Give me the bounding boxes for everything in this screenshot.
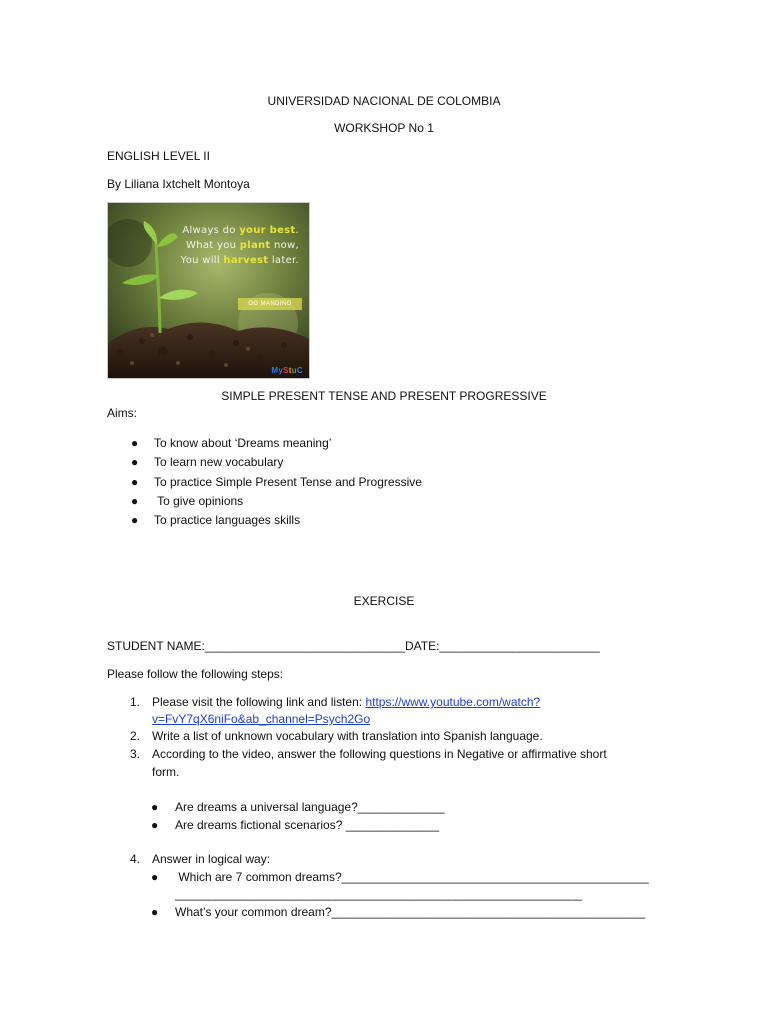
question-item[interactable]: Are dreams a universal language?_____________ xyxy=(175,800,445,814)
step-number: 1. xyxy=(130,695,141,709)
aims-label: Aims: xyxy=(107,406,137,420)
bullet-icon: ● xyxy=(131,513,139,527)
step-number: 2. xyxy=(130,729,141,743)
step-3-text-continued: form. xyxy=(152,765,180,779)
poster-quote: Always do your best. What you plant now, You will harvest later. xyxy=(180,225,299,266)
bullet-icon: ● xyxy=(151,870,159,884)
video-link[interactable]: https://www.youtube.com/watch? xyxy=(365,695,541,709)
bullet-icon: ● xyxy=(151,818,159,832)
author-line: By Liliana Ixtchelt Montoya xyxy=(107,177,250,191)
workshop-title: WORKSHOP No 1 xyxy=(334,121,434,135)
aim-item: To give opinions xyxy=(154,494,244,508)
quote-author-tag: OG MANDINO xyxy=(238,298,302,310)
step-1-text: Please visit the following link and listen: https://www.youtube.com/watch? xyxy=(152,695,541,709)
bullet-icon: ● xyxy=(131,436,139,450)
instructions-text: Please follow the following steps: xyxy=(107,667,284,681)
university-title: UNIVERSIDAD NACIONAL DE COLOMBIA xyxy=(267,94,501,108)
answer-line[interactable]: _____________________________________________________________ xyxy=(175,887,583,901)
topic-title: SIMPLE PRESENT TENSE AND PRESENT PROGRESSIVE xyxy=(221,389,547,403)
step-number: 3. xyxy=(130,747,141,761)
bullet-icon: ● xyxy=(131,494,139,508)
step-4-text: Answer in logical way: xyxy=(152,852,271,866)
question-item[interactable]: Which are 7 common dreams?______________________________________________ xyxy=(175,870,649,884)
question-item[interactable]: What’s your common dream?_______________________________________________ xyxy=(175,905,646,919)
brand-logo: MyStuC xyxy=(271,366,303,375)
bullet-icon: ● xyxy=(151,905,159,919)
video-link-continued[interactable]: v=FvY7qX6niFo&ab_channel=Psych2Go xyxy=(152,712,371,726)
exercise-title: EXERCISE xyxy=(353,594,415,608)
bullet-icon: ● xyxy=(131,455,139,469)
step-2-text: Write a list of unknown vocabulary with translation into Spanish language. xyxy=(152,729,543,743)
aim-item: To learn new vocabulary xyxy=(154,455,284,469)
bullet-icon: ● xyxy=(131,475,139,489)
step-3-text: According to the video, answer the following questions in Negative or affirmative short xyxy=(152,747,607,761)
level-label: ENGLISH LEVEL II xyxy=(107,149,210,163)
aim-item: To practice Simple Present Tense and Progressive xyxy=(154,475,422,489)
student-name-date-line[interactable]: STUDENT NAME:______________________________DATE:________________________ xyxy=(107,639,600,653)
motivational-poster-image xyxy=(107,202,310,379)
question-item[interactable]: Are dreams fictional scenarios? ______________ xyxy=(175,818,440,832)
step-number: 4. xyxy=(130,852,141,866)
aim-item: To know about ‘Dreams meaning’ xyxy=(154,436,332,450)
aim-item: To practice languages skills xyxy=(154,513,301,527)
bullet-icon: ● xyxy=(151,800,159,814)
